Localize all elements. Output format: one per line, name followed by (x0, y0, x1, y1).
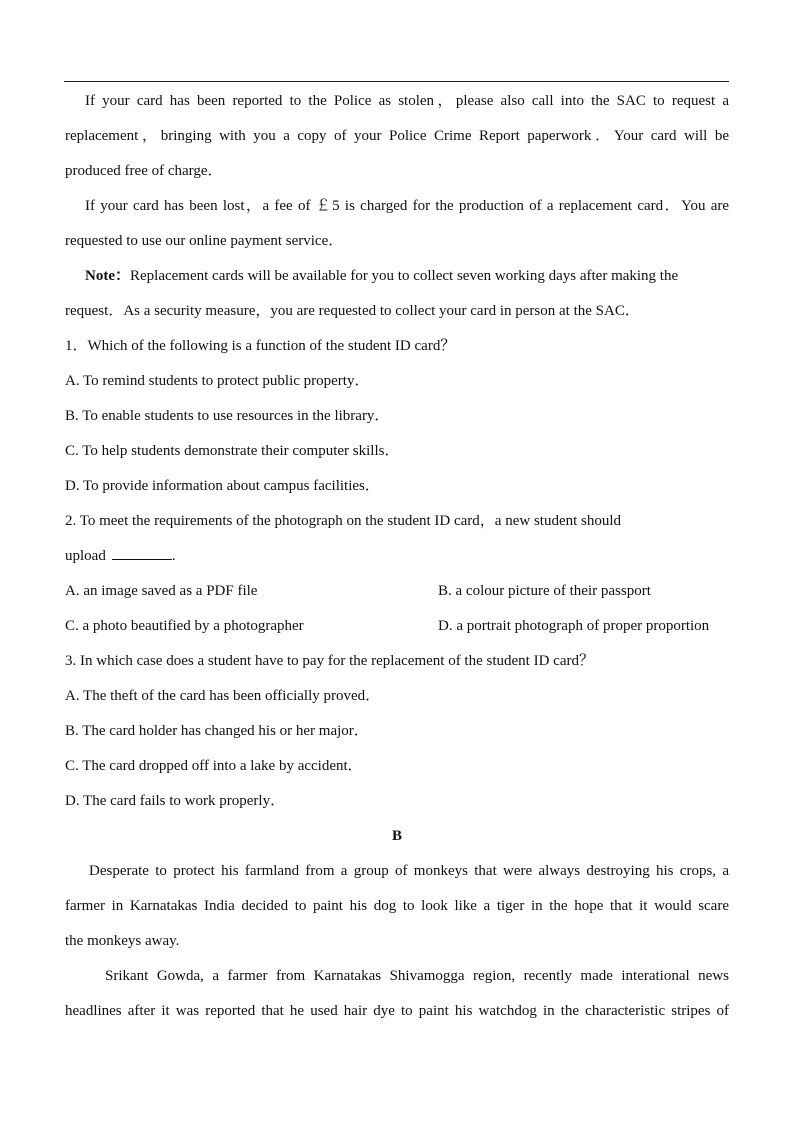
question-3-option-c: C. The card dropped off into a lake by accident． (65, 758, 363, 774)
question-1-stem: 1．Which of the following is a function of the student ID card？ (65, 338, 456, 354)
section-b-para1-line1: Desperate to protect his farmland from a group of monkeys that were always destroying his crops, a (89, 863, 729, 879)
note-line1-text: Replacement cards will be available for you to collect seven working days after making the (130, 268, 679, 284)
passage-a-para2-line2: requested to use our online payment service． (65, 233, 344, 249)
question-2-stem-line2 (65, 539, 729, 574)
question-1-option-b: B. To enable students to use resources in the library． (65, 408, 390, 424)
question-2-stem-line1: 2. To meet the requirements of the photograph on the student ID card，a new student should (65, 513, 622, 529)
question-2-options-row-2 (65, 609, 729, 644)
note-line1 (65, 259, 729, 294)
section-b-para2-line1: Srikant Gowda, a farmer from Karnatakas Shivamogga region, recently made interational news (105, 968, 729, 984)
question-1-option-a: A. To remind students to protect public property． (65, 373, 370, 389)
section-b-para1-line3: the monkeys away. (65, 933, 180, 949)
section-b-para2-line2: headlines after it was reported that he used hair dye to paint his watchdog in the characteristic stripes of (65, 1003, 729, 1019)
question-2-option-c: C. a photo beautified by a photographer (65, 618, 304, 634)
question-3-option-a: A. The theft of the card has been officially proved． (65, 688, 381, 704)
question-2-option-d: D. a portrait photograph of proper proportion (438, 618, 710, 634)
question-2-option-a: A. an image saved as a PDF file (65, 583, 258, 599)
passage-a-para1-line1: If your card has been reported to the Police as stolen，please also call into the SAC to request a (85, 93, 729, 109)
question-2-stem-end: . (171, 548, 176, 564)
passage-a-para2-line1: If your card has been lost，a fee of ￡5 is charged for the production of a replacement card．You are (85, 198, 729, 214)
passage-a-para1-line2: replacement，bringing with you a copy of your Police Crime Report paperwork．Your card will be (65, 128, 729, 144)
section-b-heading: B (391, 828, 402, 844)
question-2-option-b: B. a colour picture of their passport (438, 583, 651, 599)
question-3-option-b: B. The card holder has changed his or her major． (65, 723, 369, 739)
answer-blank (112, 545, 172, 560)
header-rule (64, 81, 729, 82)
question-3-stem: 3. In which case does a student have to pay for the replacement of the student ID card？ (65, 653, 594, 669)
question-2-upload-word: upload (65, 548, 106, 564)
question-1-option-d: D. To provide information about campus facilities． (65, 478, 380, 494)
note-label: Note： (85, 268, 130, 284)
section-b-para1-line2: farmer in Karnatakas India decided to paint his dog to look like a tiger in the hope that it would scare (65, 898, 729, 914)
question-1-option-c: C. To help students demonstrate their computer skills． (65, 443, 400, 459)
question-3-option-d: D. The card fails to work properly． (65, 793, 286, 809)
note-line2: request．As a security measure，you are requested to collect your card in person at the SAC． (65, 303, 640, 319)
document-body (65, 84, 729, 1029)
question-2-options-row-1 (65, 574, 729, 609)
passage-a-para1-line3: produced free of charge． (65, 163, 223, 179)
